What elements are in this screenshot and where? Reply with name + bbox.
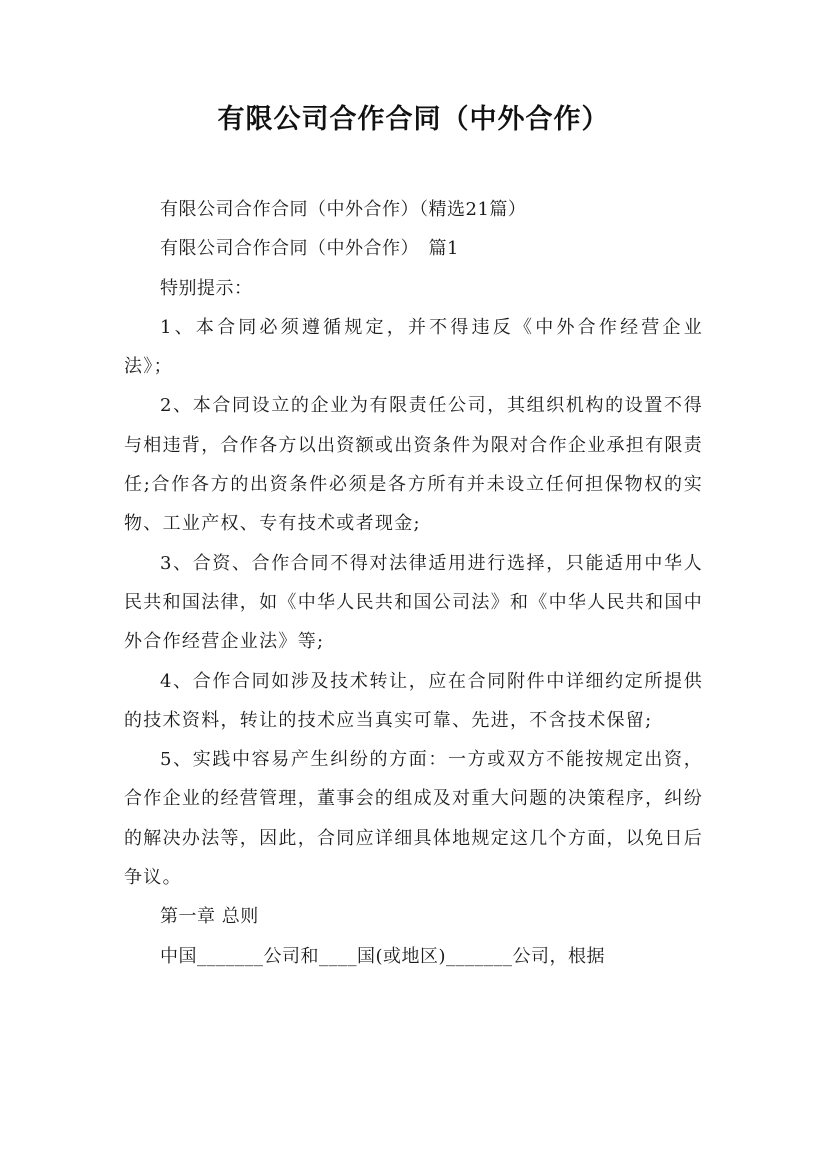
paragraph-article-heading: 有限公司合作合同（中外合作） 篇1 <box>160 238 459 260</box>
paragraph-collection-title: 有限公司合作合同（中外合作）（精选21篇） <box>160 199 527 220</box>
paragraph-special-notice: 特别提示： <box>160 277 253 299</box>
paragraph-notice-5: 5、实践中容易产生纠纷的方面：一方或双方不能按规定出资，合作企业的经营管理，董事会的组成及对重大问题的决策程序，纠纷的解决办法等，因此，合同应详细具体地规定这几个方面，以免日后争议。 <box>124 749 703 889</box>
paragraph-notice-1: 1、本合同必须遵循规定，并不得违反《中外合作经营企业法》； <box>124 316 703 378</box>
paragraph-notice-3: 3、合资、合作合同不得对法律适用进行选择，只能适用中华人民共和国法律，如《中华人民共和国公司法》和《中华人民共和国中外合作经营企业法》等; <box>124 552 703 653</box>
document-body <box>124 190 703 976</box>
chapter-heading: 第一章 总则 <box>160 906 259 928</box>
paragraph-notice-4: 4、合作合同如涉及技术转让，应在合同附件中详细约定所提供的技术资料，转让的技术应当真实可靠、先进，不含技术保留; <box>124 670 703 731</box>
document-title: 有限公司合作合同（中外合作） <box>217 104 610 135</box>
paragraph-notice-2: 2、本合同设立的企业为有限责任公司，其组织机构的设置不得与相违背，合作各方以出资额或出资条件为限对合作企业承担有限责任;合作各方的出资条件必须是各方所有并未设立任何担保物权的实物、工业产权、专有技术或者现金; <box>124 395 703 535</box>
paragraph-contract-opening: 中国_______公司和____国(或地区)_______公司，根据 <box>160 945 606 967</box>
